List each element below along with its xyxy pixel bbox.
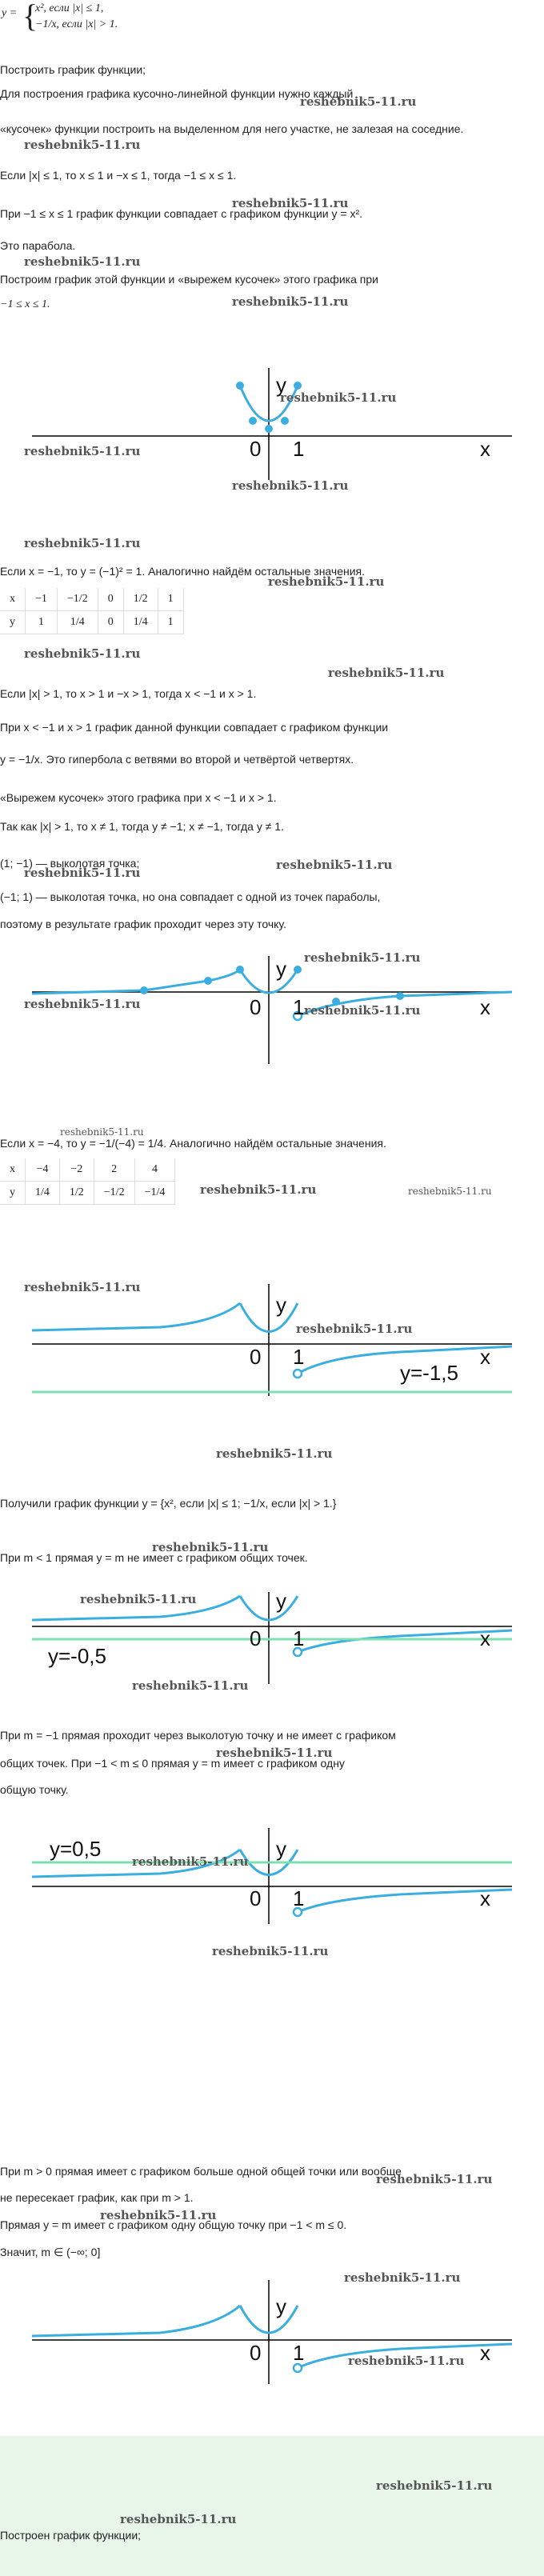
values-table-2 [0, 1158, 175, 1205]
watermark: reshebnik5-11.ru [280, 390, 397, 405]
watermark: reshebnik5-11.ru [24, 536, 141, 550]
watermark: reshebnik5-11.ru [216, 1446, 333, 1461]
watermark: reshebnik5-11.ru [232, 294, 349, 309]
line-c-label: y=0,5 [50, 1837, 102, 1861]
t2-y0: y [0, 1182, 26, 1205]
one-label-2: 1 [293, 995, 305, 1019]
one-label-3: 1 [293, 1345, 305, 1369]
t1-x0: x [0, 588, 26, 611]
text-p3: «кусочек» функции построить на выделенном для него участке, не залезая на соседние. [0, 122, 464, 135]
y-axis-label-4: y [276, 1589, 286, 1613]
watermark: reshebnik5-11.ru [80, 1592, 197, 1606]
origin-label-2: 0 [250, 995, 262, 1019]
watermark: reshebnik5-11.ru [268, 574, 385, 589]
line-a-label: y=-1,5 [400, 1361, 458, 1385]
watermark-small: reshebnik5-11.ru [60, 1126, 144, 1138]
watermark: reshebnik5-11.ru [300, 94, 417, 109]
text-p13: «Вырежем кусочек» этого графика при x < −1 и x > 1. [0, 791, 277, 804]
t2-x1: −4 [26, 1158, 60, 1182]
watermark: reshebnik5-11.ru [24, 254, 141, 269]
watermark: reshebnik5-11.ru [344, 2270, 461, 2285]
t2-y1: 1/4 [26, 1182, 60, 1205]
watermark: reshebnik5-11.ru [304, 1003, 421, 1018]
one-label: 1 [293, 437, 305, 461]
text-p15: (1; −1) — выколотая точка; [0, 857, 140, 870]
y-axis-label-2: y [276, 957, 286, 981]
t1-x3: 0 [98, 588, 123, 611]
text-p17: поэтому в результате график проходит через эту точку. [0, 918, 286, 930]
y-axis-label-6: y [276, 2294, 286, 2318]
watermark: reshebnik5-11.ru [200, 1182, 317, 1197]
one-label-6: 1 [293, 2341, 305, 2365]
x-axis-label-2: x [480, 995, 490, 1019]
x-axis-label-6: x [480, 2341, 490, 2365]
watermark: reshebnik5-11.ru [348, 2354, 465, 2368]
text-p14: Так как |x| > 1, то x ≠ 1, тогда y ≠ −1; x ≠ −1, тогда y ≠ 1. [0, 820, 284, 833]
watermark: reshebnik5-11.ru [152, 1540, 269, 1554]
text-p11: При x < −1 и x > 1 график данной функции совпадает с графиком функции [0, 721, 389, 734]
watermark: reshebnik5-11.ru [24, 1280, 141, 1294]
watermark: reshebnik5-11.ru [296, 1322, 413, 1336]
func-line-2: −1/x, если |x| > 1. [35, 18, 118, 30]
origin-label-5: 0 [250, 1886, 262, 1910]
line-b-label: y=-0,5 [48, 1644, 106, 1668]
watermark: reshebnik5-11.ru [232, 196, 349, 210]
t1-x1: −1 [26, 588, 58, 611]
t2-y4: −1/4 [134, 1182, 175, 1205]
text-p19: Получили график функции y = {x², если |x| ≤ 1; −1/x, если |x| > 1.} [0, 1497, 337, 1510]
t1-y4: 1/4 [123, 611, 158, 634]
origin-label-4: 0 [250, 1626, 262, 1650]
text-p28: Построен график функции; [0, 2529, 142, 2542]
t1-x4: 1/2 [123, 588, 158, 611]
t1-x5: 1 [158, 588, 183, 611]
t1-x2: −1/2 [57, 588, 98, 611]
text-p16: (−1; 1) — выколотая точка, но она совпадает с одной из точек параболы, [0, 890, 381, 903]
text-p10: Если |x| > 1, то x > 1 и −x > 1, тогда x < −1 и x > 1. [0, 687, 257, 700]
x-axis-label-3: x [480, 1345, 490, 1369]
text-p1: Построить график функции; [0, 63, 146, 76]
func-line-1: x², если |x| ≤ 1, [35, 2, 104, 14]
watermark: reshebnik5-11.ru [376, 2478, 493, 2493]
graph-final [0, 2264, 544, 2392]
text-p20: При m < 1 прямая y = m не имеет с графиком общих точек. [0, 1551, 308, 1564]
watermark-small: reshebnik5-11.ru [408, 1186, 492, 1197]
y-axis-label-3: y [276, 1293, 286, 1317]
watermark: reshebnik5-11.ru [212, 1944, 329, 1958]
origin-label-6: 0 [250, 2341, 262, 2365]
t1-y3: 0 [98, 611, 123, 634]
t1-y1: 1 [26, 611, 58, 634]
text-p6: Это парабола. [0, 239, 76, 252]
watermark: reshebnik5-11.ru [376, 2172, 493, 2186]
x-axis-label: x [480, 437, 490, 461]
text-p2: Для построения графика кусочно-линейной функции нужно каждый [0, 87, 354, 100]
text-p26: Прямая y = m имеет с графиком одну общую точку при −1 < m ≤ 0. [0, 2218, 347, 2231]
watermark: reshebnik5-11.ru [132, 1854, 249, 1869]
text-p7: Построим график этой функции и «вырежем кусочек» этого графика при [0, 273, 378, 286]
text-p5: При −1 ≤ x ≤ 1 график функции совпадает с графиком функции y = x². [0, 207, 363, 220]
one-label-5: 1 [293, 1886, 305, 1910]
t2-x0: x [0, 1158, 26, 1182]
t2-x4: 4 [134, 1158, 175, 1182]
text-p18: Если x = −4, то y = −1/(−4) = 1/4. Аналогично найдём остальные значения. [0, 1137, 386, 1150]
watermark: reshebnik5-11.ru [24, 997, 141, 1011]
watermark: reshebnik5-11.ru [24, 866, 141, 880]
origin-label: 0 [250, 437, 262, 461]
watermark: reshebnik5-11.ru [304, 950, 421, 965]
watermark: reshebnik5-11.ru [24, 646, 141, 661]
text-p25: не пересекает график, как при m > 1. [0, 2191, 194, 2204]
text-p8: −1 ≤ x ≤ 1. [0, 298, 50, 310]
text-p12: y = −1/x. Это гипербола с ветвями во второй и четвёртой четвертях. [0, 753, 354, 766]
graph-parabola [0, 336, 544, 496]
text-p23: общую точку. [0, 1783, 69, 1796]
t2-y2: 1/2 [59, 1182, 94, 1205]
y-axis-label: y [276, 373, 286, 397]
t1-y0: y [0, 611, 26, 634]
text-p21: При m = −1 прямая проходит через выколотую точку и не имеет с графиком [0, 1729, 396, 1742]
watermark: reshebnik5-11.ru [132, 1678, 249, 1693]
t2-x2: −2 [59, 1158, 94, 1182]
text-p4: Если |x| ≤ 1, то x ≤ 1 и −x ≤ 1, тогда −1 ≤ x ≤ 1. [0, 169, 237, 182]
footer-panel [0, 2436, 544, 2576]
watermark: reshebnik5-11.ru [100, 2208, 217, 2222]
x-axis-label-4: x [480, 1626, 490, 1650]
watermark: reshebnik5-11.ru [232, 478, 349, 493]
values-table-1 [0, 588, 184, 634]
x-axis-label-5: x [480, 1886, 490, 1910]
text-p9: Если x = −1, то y = (−1)² = 1. Аналогично найдём остальные значения. [0, 565, 366, 578]
graph-line-c [0, 1816, 544, 1928]
watermark: reshebnik5-11.ru [24, 138, 141, 152]
t2-y3: −1/2 [94, 1182, 134, 1205]
y-axis-label-5: y [276, 1837, 286, 1861]
t2-x3: 2 [94, 1158, 134, 1182]
text-p27: Значит, m ∈ (−∞; 0] [0, 2246, 101, 2258]
brace: { [22, 0, 38, 34]
t1-y5: 1 [158, 611, 183, 634]
watermark: reshebnik5-11.ru [120, 2512, 237, 2526]
text-p22: общих точек. При −1 < m ≤ 0 прямая y = m имеет с графиком одну [0, 1757, 345, 1770]
text-p24: При m > 0 прямая имеет с графиком больше одной общей точки или вообще [0, 2165, 402, 2178]
watermark: reshebnik5-11.ru [328, 666, 445, 680]
t1-y2: 1/4 [57, 611, 98, 634]
watermark: reshebnik5-11.ru [24, 444, 141, 458]
one-label-4: 1 [293, 1626, 305, 1650]
origin-label-3: 0 [250, 1345, 262, 1369]
watermark: reshebnik5-11.ru [276, 858, 393, 872]
watermark: reshebnik5-11.ru [216, 1746, 333, 1760]
func-y-label: y = [2, 7, 18, 19]
